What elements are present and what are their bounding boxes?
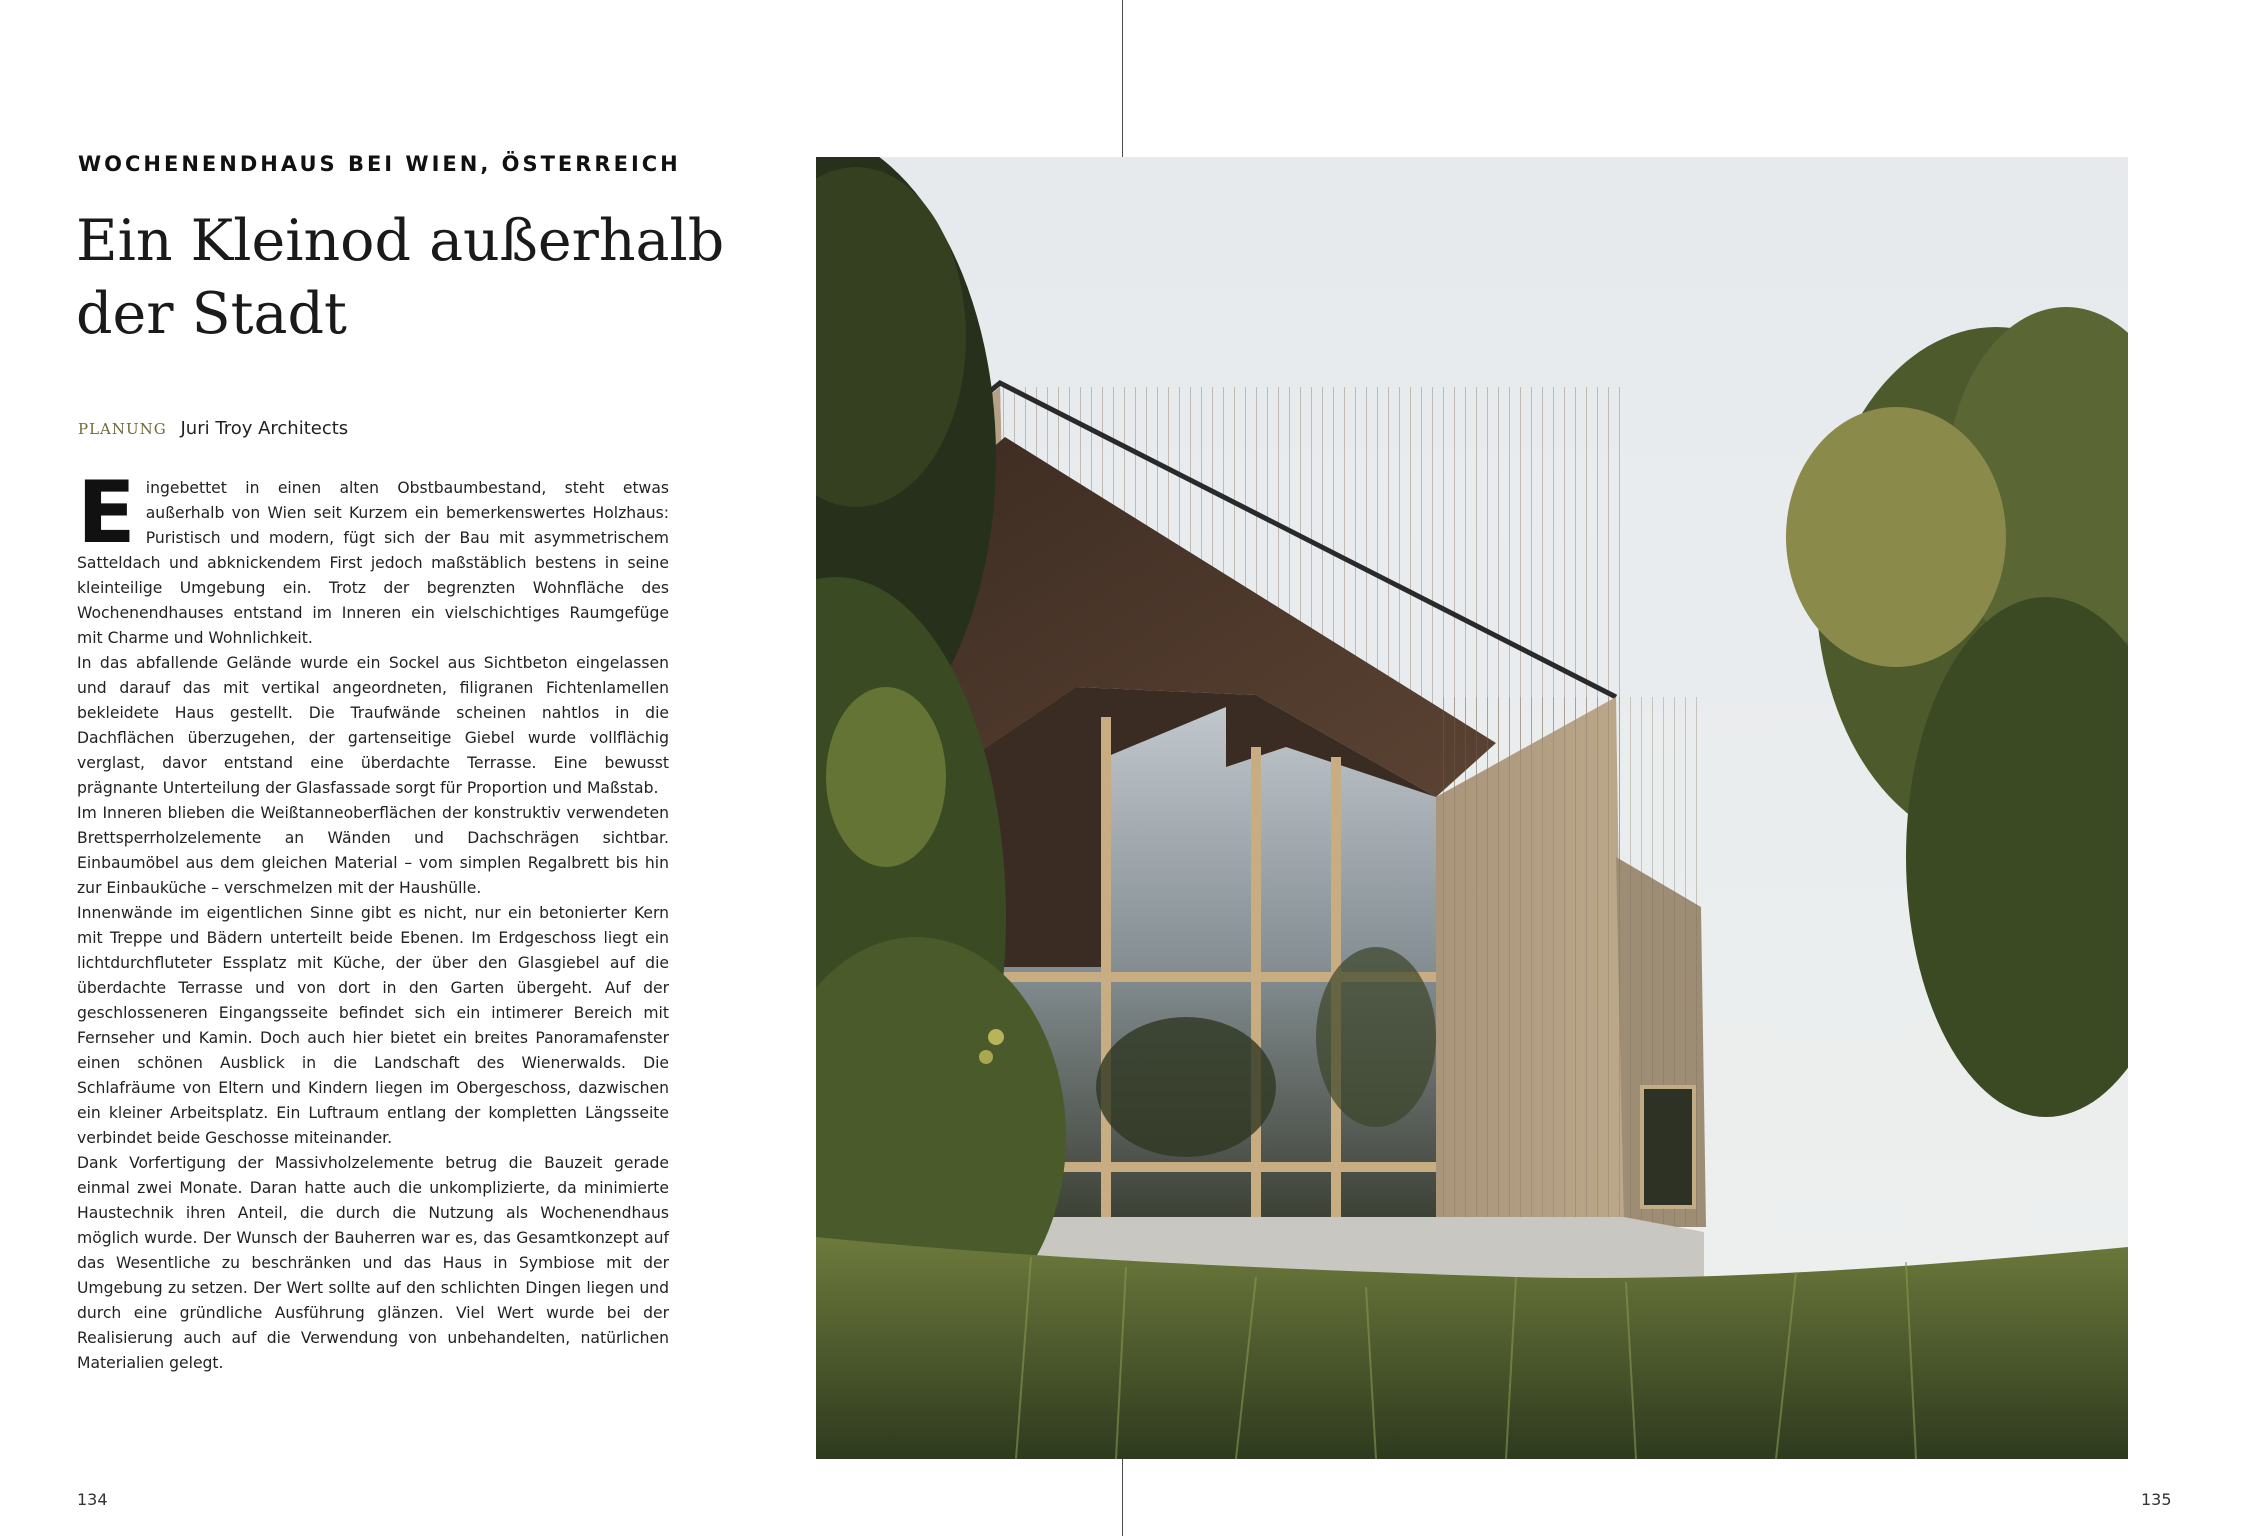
- headline-line-2: der Stadt: [76, 281, 347, 347]
- article-kicker: WOCHENENDHAUS BEI WIEN, ÖSTERREICH: [78, 152, 681, 176]
- paragraph-4: Innenwände im eigentlichen Sinne gibt es nicht, nur ein betonierter Kern mit Treppe und Bädern unterteilt beide Ebenen. Im Erdgeschoss liegt ein lichtdurchfluteter Essplatz mit Küche, der über den Glasgiebel auf die überdachte Terrasse und von dort in den Garten übergeht. Auf der geschlosseneren Eingangsseite befindet sich ein intimerer Bereich mit Fernseher und Kamin. Doch auch hier bietet ein breites Panoramafenster einen schönen Ausblick in die Landschaft des Wienerwalds. Die Schlafräume von Eltern und Kindern liegen im Obergeschoss, dazwischen ein kleiner Arbeitsplatz. Ein Luftraum entlang der kompletten Längsseite verbindet beide Geschosse miteinander.: [77, 904, 669, 1147]
- page-number-right: 135: [2141, 1490, 2172, 1509]
- headline-line-1: Ein Kleinod außerhalb: [76, 208, 725, 274]
- paragraph-3: Im Inneren blieben die Weißtanneoberflächen der konstruktiv verwendeten Brettsperrholzelemente an Wänden und Dachschrägen sichtbar. Einbaumöbel aus dem gleichen Material – vom simplen Regalbrett bis hin zur Einbauküche – verschmelzen mit der Haushülle.: [77, 804, 669, 897]
- house-photo-illustration: [816, 157, 2128, 1459]
- page-number-left: 134: [77, 1490, 108, 1509]
- architect-credit: [78, 418, 348, 439]
- credit-value: Juri Troy Architects: [180, 418, 349, 439]
- paragraph-1-text: ingebettet in einen alten Obstbaumbestand, steht etwas außerhalb von Wien seit Kurzem ein bemerkenswertes Holzhaus: Puristisch und modern, fügt sich der Bau mit asymmetrischem Satteldach und abknickendem First jedoch maßstäblich bestens in seine kleinteilige Umgebung ein. Trotz der begrenzten Wohnfläche des Wochenendhauses entstand im Inneren ein vielschichtiges Raumgefüge mit Charme und Wohnlichkeit.: [77, 479, 669, 647]
- house-photo: [816, 157, 2128, 1459]
- article-body: [77, 463, 669, 1376]
- drop-cap: E: [77, 463, 136, 563]
- paragraph-1: [77, 463, 669, 651]
- article-headline: [76, 205, 776, 351]
- credit-label: PLANUNG: [78, 420, 167, 438]
- paragraph-5: Dank Vorfertigung der Massivholzelemente betrug die Bauzeit gerade einmal zwei Monate. Daran hatte auch die unkomplizierte, da minimierte Haustechnik ihren Anteil, die durch die Nutzung als Wochenendhaus möglich wurde. Der Wunsch der Bauherren war es, das Gesamtkonzept auf das Wesentliche zu beschränken und das Haus in Symbiose mit der Umgebung zu setzen. Der Wert sollte auf den schlichten Dingen liegen und durch eine gründliche Ausführung glänzen. Viel Wert wurde bei der Realisierung auch auf die Verwendung von unbehandelten, natürlichen Materialien gelegt.: [77, 1154, 669, 1372]
- paragraph-2: In das abfallende Gelände wurde ein Sockel aus Sichtbeton eingelassen und darauf das mit vertikal angeordneten, filigranen Fichtenlamellen bekleidete Haus gestellt. Die Traufwände scheinen nahtlos in die Dachflächen überzugehen, der gartenseitige Giebel wurde vollflächig verglast, davor entstand eine überdachte Terrasse. Eine bewusst prägnante Unterteilung der Glasfassade sorgt für Proportion und Maßstab.: [77, 654, 669, 797]
